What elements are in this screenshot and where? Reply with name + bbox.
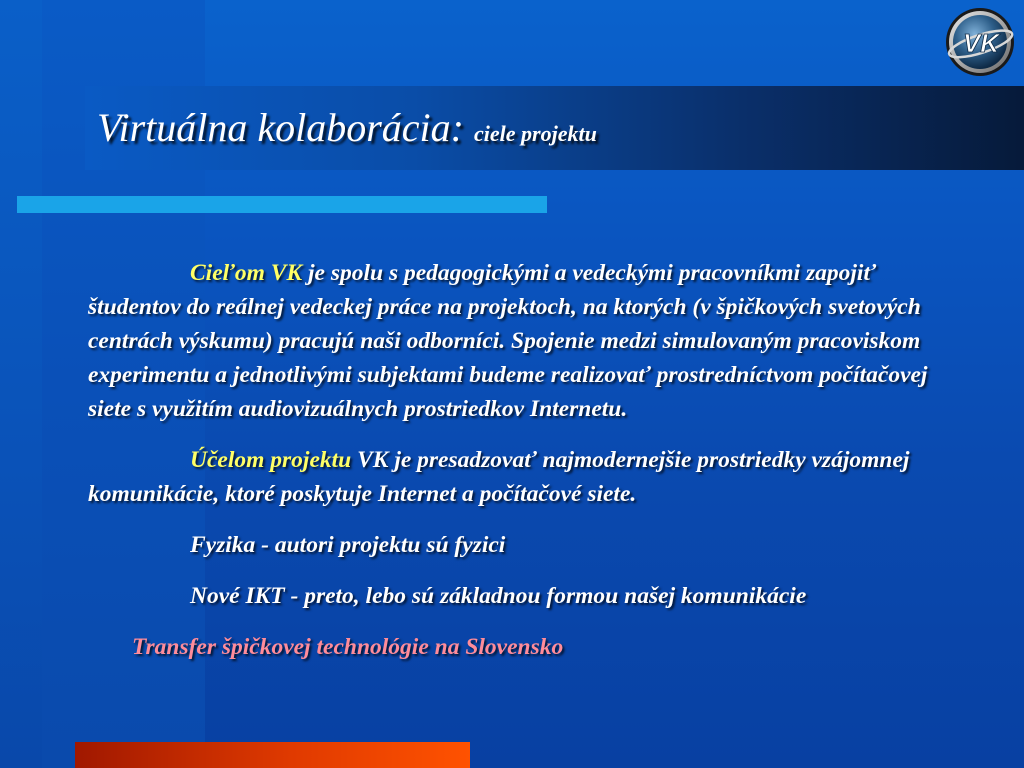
paragraph-physics bbox=[88, 528, 968, 562]
ict-text: Nové IKT - preto, lebo sú základnou formou našej komunikácie bbox=[190, 583, 807, 609]
cyan-accent-bar bbox=[17, 196, 547, 213]
paragraph-purpose bbox=[88, 443, 968, 511]
title-main: Virtuálna kolaborácia: bbox=[97, 105, 464, 150]
red-accent-bar bbox=[75, 742, 470, 768]
slide-content bbox=[88, 256, 968, 681]
purpose-text: VK je presadzovať najmodernejšie prostriedky vzájomnej komunikácie, ktoré poskytuje Internet a počítačové siete. bbox=[88, 447, 910, 507]
physics-text: Fyzika - autori projektu sú fyzici bbox=[190, 532, 506, 558]
paragraph-ict bbox=[88, 579, 968, 613]
left-decorative-strip bbox=[0, 0, 42, 768]
paragraph-goal bbox=[88, 256, 968, 426]
slide-title bbox=[97, 104, 597, 151]
paragraph-transfer bbox=[132, 630, 968, 664]
goal-highlight: Cieľom bbox=[190, 260, 265, 286]
logo-text: VK bbox=[962, 28, 1000, 58]
vk-logo-icon bbox=[944, 6, 1016, 78]
title-subtitle: ciele projektu bbox=[474, 121, 597, 146]
transfer-text: Transfer špičkovej technológie na Slovensko bbox=[132, 634, 564, 660]
vk-highlight: VK bbox=[270, 260, 303, 286]
purpose-highlight: Účelom projektu bbox=[190, 447, 352, 473]
goal-text: je spolu s pedagogickými a vedeckými pracovníkmi zapojiť študentov do reálnej vedeckej práce na projektoch, na ktorých (v špičkových svetových centrách výskumu) pracujú naši odborníci. Spojenie medzi simulovaným pracoviskom experimentu a jednotlivými subjektami budeme realizovať prostredníctvom počítačovej siete s využitím audiovizuálnych prostriedkov Internetu. bbox=[88, 260, 928, 422]
